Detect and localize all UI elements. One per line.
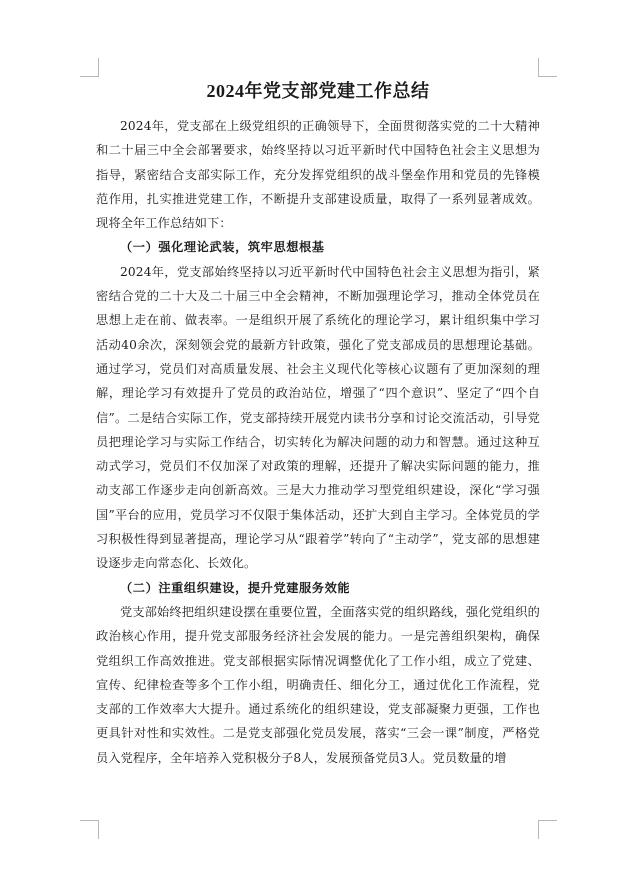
intro-paragraph: 2024年，党支部在上级党组织的正确领导下，全面贯彻落实党的二十大精神和二十届三中全会部署要求，始终坚持以习近平新时代中国特色社会主义思想为指导，紧密结合支部实际工作，充分发挥党组织的战斗堡垒作用和党员的先锋模范作用，扎实推进党建工作，不断提升支部建设质量，取得了一系列显著成效。现将全年工作总结如下： [96,119,540,231]
section-heading-2: （二）注重组织建设，提升党建服务效能 [120,580,351,595]
section-body-2: 党支部始终把组织建设摆在重要位置，全面落实党的组织路线，强化党组织的政治核心作用，提升党支部服务经济社会发展的能力。一是完善组织架构，确保党组织工作高效推进。党支部根据实际情况调整优化了工作小组，成立了党建、宣传、纪律检查等多个工作小组，明确责任、细化分工，通过优化工作流程，党支部的工作效率大大提升。通过系统化的组织建设，党支部凝聚力更强，工作也更具针对性和实效性。二是党支部强化党员发展，落实“三会一课”制度，严格党员入党程序，全年培养入党积极分子8人，发展预备党员3人。党员数量的增 [96,604,540,765]
document-title: 2024年党支部党建工作总结 [206,81,430,101]
section-heading-1: （一）强化理论武装，筑牢思想根基 [120,240,325,255]
section-body-1: 2024年，党支部始终坚持以习近平新时代中国特色社会主义思想为指引，紧密结合党的二十大及二十届三中全会精神，不断加强理论学习，推动全体党员在思想上走在前、做表率。一是组织开展了系统化的理论学习，累计组织集中学习活动40余次，深刻领会党的最新方针政策，强化了党支部成员的思想理论基础。通过学习，党员们对高质量发展、社会主义现代化等核心议题有了更加深刻的理解，理论学习有效提升了党员的政治站位，增强了“四个意识”、坚定了“四个自信”。二是结合实际工作，党支部持续开展党内读书分享和讨论交流活动，引导党员把理论学习与实际工作结合，切实转化为解决问题的动力和智慧。通过这种互动式学习，党员们不仅加深了对政策的理解，还提升了解决实际问题的能力，推动支部工作逐步走向创新高效。三是大力推动学习型党组织建设，深化“学习强国”平台的应用，党员学习不仅限于集体活动，还扩大到自主学习。全体党员的学习积极性得到显著提高，理论学习从“跟着学”转向了“主动学”，党支部的思想建设逐步走向常态化、长效化。 [96,264,540,571]
page-corner-mark-top-left [80,58,99,77]
page-corner-mark-bottom-left [80,820,99,839]
page-corner-mark-top-right [538,58,557,77]
page-corner-mark-bottom-right [538,820,557,839]
document-body[interactable] [96,78,540,770]
